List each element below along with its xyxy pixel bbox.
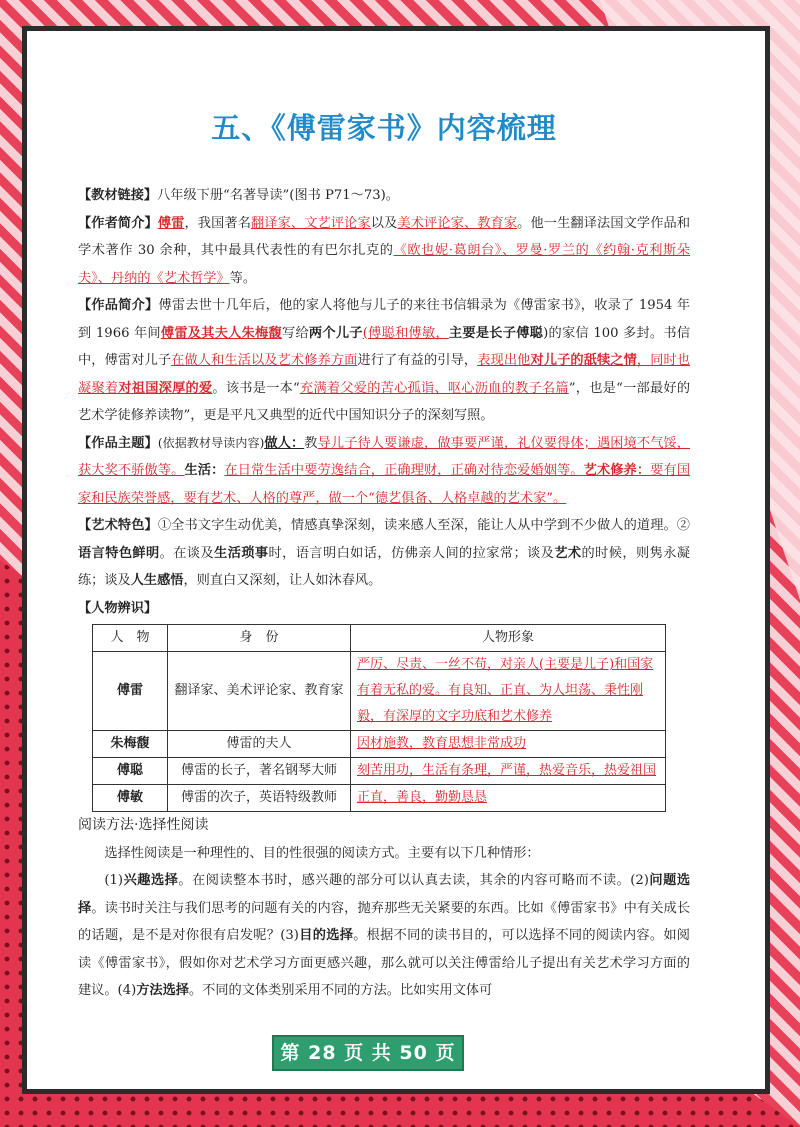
page-number-badge: 第 28 页 共 50 页: [272, 1035, 464, 1071]
author-titles-2: 美术评论家、教育家: [397, 215, 518, 231]
art-bold-3: 艺术: [554, 545, 582, 561]
work-love-1: 表现出他: [477, 353, 531, 368]
work-writers: 傅雷及其夫人朱梅馥: [160, 325, 282, 341]
textbook-link-paragraph: [78, 182, 690, 210]
row-identity: 傅雷的夫人: [168, 731, 351, 758]
row-identity: 傅雷的长子，著名钢琴大师: [168, 758, 351, 785]
header-name: 人 物: [93, 625, 168, 652]
people-heading: [78, 595, 690, 623]
document-body: [78, 182, 690, 1005]
art-text-4: 的时候，则隽永凝练；谈及: [78, 545, 690, 588]
work-text-5: 。该书是一本“: [212, 380, 300, 396]
work-love-bold-2: 对祖国深厚的爱: [118, 380, 213, 396]
reading-text-1: 。在阅读整本书时，感兴趣的部分可以认真去读，其余的内容可略而不读。(2): [178, 873, 649, 888]
reading-heading: [78, 812, 690, 840]
theme-label: 【作品主题】: [78, 435, 158, 451]
table-row: [93, 758, 666, 785]
table-row: [93, 731, 666, 758]
work-paragraph: [78, 292, 690, 430]
author-works: 《欧也妮·葛朗台》、罗曼·罗兰的《约翰·克利斯朵夫》、丹纳的《艺术哲学》: [78, 243, 690, 286]
page-title: 五、《傅雷家书》内容梳理: [211, 111, 557, 145]
reading-intro: [78, 840, 690, 868]
art-bold-1: 语言特色鲜明: [78, 545, 160, 561]
header-image: 人物形象: [351, 625, 666, 652]
art-text-2: 。在谈及: [159, 545, 215, 561]
reading-heading-text: 阅读方法·选择性阅读: [78, 817, 209, 833]
author-text-1: ，我国著名: [184, 215, 252, 231]
theme-paragraph: [78, 430, 690, 513]
work-sons: (傅聪和傅敏，: [362, 325, 449, 341]
reading-text-4: 。不同的文体类别采用不同的方法。比如实用文体可: [189, 983, 493, 998]
author-text-3: 。他一生翻译法国文学作品和学术著作 30 余种，其中最具代表性的有巴尔扎克的: [78, 215, 691, 258]
work-text-6: ”，也是“一部最好的艺术学徒修养读物”，更是平凡又典型的近代中国知识分子的深刻写照。: [78, 380, 691, 423]
people-table: [92, 624, 666, 812]
author-text-4: 等。: [229, 270, 257, 286]
art-bold-2: 生活琐事: [214, 545, 269, 561]
art-paragraph: [78, 512, 690, 595]
author-name: 傅雷: [157, 215, 185, 231]
art-text-3: 时，语言明白如话，仿佛亲人间的拉家常；谈及: [268, 545, 555, 561]
author-titles-1: 翻译家、文艺评论家: [251, 215, 371, 231]
work-love-2: ，同时也凝聚着: [78, 353, 691, 396]
work-label: 【作品简介】: [78, 298, 159, 313]
theme-key-life: 生活：: [184, 463, 225, 478]
row-identity: 傅雷的次子，英语特级教师: [168, 785, 351, 812]
author-paragraph: [78, 210, 690, 293]
theme-text-1a: 教: [304, 435, 318, 451]
work-love-bold-1: 对儿子的舐犊之情: [530, 353, 637, 368]
work-main-son: 主要是长子傅聪: [448, 325, 544, 341]
row-image: 严厉、尽责、一丝不苟，对亲人(主要是儿子)和国家有着无私的爱。有良知、正直、为人坦荡、秉性刚毅，有深厚的文字功底和艺术修养: [351, 652, 666, 731]
table-row: [93, 652, 666, 731]
work-sons-count: 两个儿子: [308, 325, 363, 341]
reading-bold-1: 兴趣选择: [123, 873, 179, 888]
row-name: 傅聪: [93, 758, 168, 785]
reading-text-2: 。读书时关注与我们思考的问题有关的内容，抛弃那些无关紧要的东西。比如《傅雷家书》中有关成长的话题，是不是对你很有启发呢？(3): [78, 900, 691, 943]
art-text-1: ①全书文字生动优美，情感真挚深刻，读来感人至深，能让人从中学到不少做人的道理。②: [157, 518, 690, 533]
theme-value-life: 在日常生活中要劳逸结合，正确理财，正确对待恋爱婚姻等。: [224, 463, 584, 478]
row-name: 傅雷: [93, 652, 168, 731]
work-text-4: 进行了有益的引导，: [357, 353, 478, 368]
art-bold-4: 人生感悟: [130, 573, 184, 588]
row-image: 因材施教，教育思想非常成功: [351, 731, 666, 758]
theme-key-art: 艺术修养：: [583, 463, 651, 478]
table-header-row: [93, 625, 666, 652]
theme-note: (依据教材导读内容): [157, 435, 265, 450]
author-label: 【作者简介】: [78, 215, 158, 231]
reading-number-1: (1): [104, 873, 124, 888]
row-identity: 翻译家、美术评论家、教育家: [168, 652, 351, 731]
header-identity: 身 份: [168, 625, 351, 652]
reading-bold-4: 方法选择: [136, 983, 189, 998]
work-text-1: 傅雷去世十几年后，他的家人将他与儿子的来往书信辑录为《傅雷家书》，收录了 1954 年到 1966 年间: [78, 298, 691, 341]
textbook-link-label: 【教材链接】: [78, 188, 158, 203]
author-text-2: 以及: [370, 215, 398, 231]
people-label: 【人物辨识】: [78, 600, 158, 616]
table-row: [93, 785, 666, 812]
reading-body: [78, 867, 690, 1005]
reading-intro-text: 选择性阅读是一种理性的、目的性很强的阅读方式。主要有以下几种情形：: [104, 845, 540, 861]
theme-value-person: 导儿子待人要谦虚，做事要严谨，礼仪要得体；遇困境不气馁，获大奖不骄傲等。: [78, 435, 691, 478]
theme-key-person: 做人：: [264, 435, 305, 451]
reading-bold-2: 问题选择: [78, 873, 691, 916]
row-name: 朱梅馥: [93, 731, 168, 758]
theme-value-art: 要有国家和民族荣誉感，要有艺术、人格的尊严，做一个“德艺俱备、人格卓越的艺术家”。: [78, 463, 691, 506]
row-name: 傅敏: [93, 785, 168, 812]
work-aspects: 在做人和生活以及艺术修养方面: [171, 353, 358, 368]
textbook-link-text: 八年级下册“名著导读”(图书 P71～73)。: [157, 188, 399, 203]
reading-text-3: 。根据不同的读书目的，可以选择不同的阅读内容。如阅读《傅雷家书》，假如你对艺术学习方面更感兴趣，那么就可以关注傅雷给儿子提出有关艺术学习方面的建议。(4): [78, 928, 690, 998]
row-image: 正直，善良，勤勤恳恳: [351, 785, 666, 812]
row-image: 刻苦用功，生活有条理，严谨，热爱音乐，热爱祖国: [351, 758, 666, 785]
art-text-5: ，则直白又深刻，让人如沐春风。: [183, 573, 382, 588]
art-label: 【艺术特色】: [78, 518, 158, 533]
work-text-3: )的家信 100 多封。书信中，傅雷对儿子: [78, 325, 691, 368]
work-text-2: 写给: [281, 325, 309, 341]
reading-bold-3: 目的选择: [298, 928, 354, 943]
work-quote: 充满着父爱的苦心孤诣、呕心沥血的教子名篇: [299, 380, 569, 396]
